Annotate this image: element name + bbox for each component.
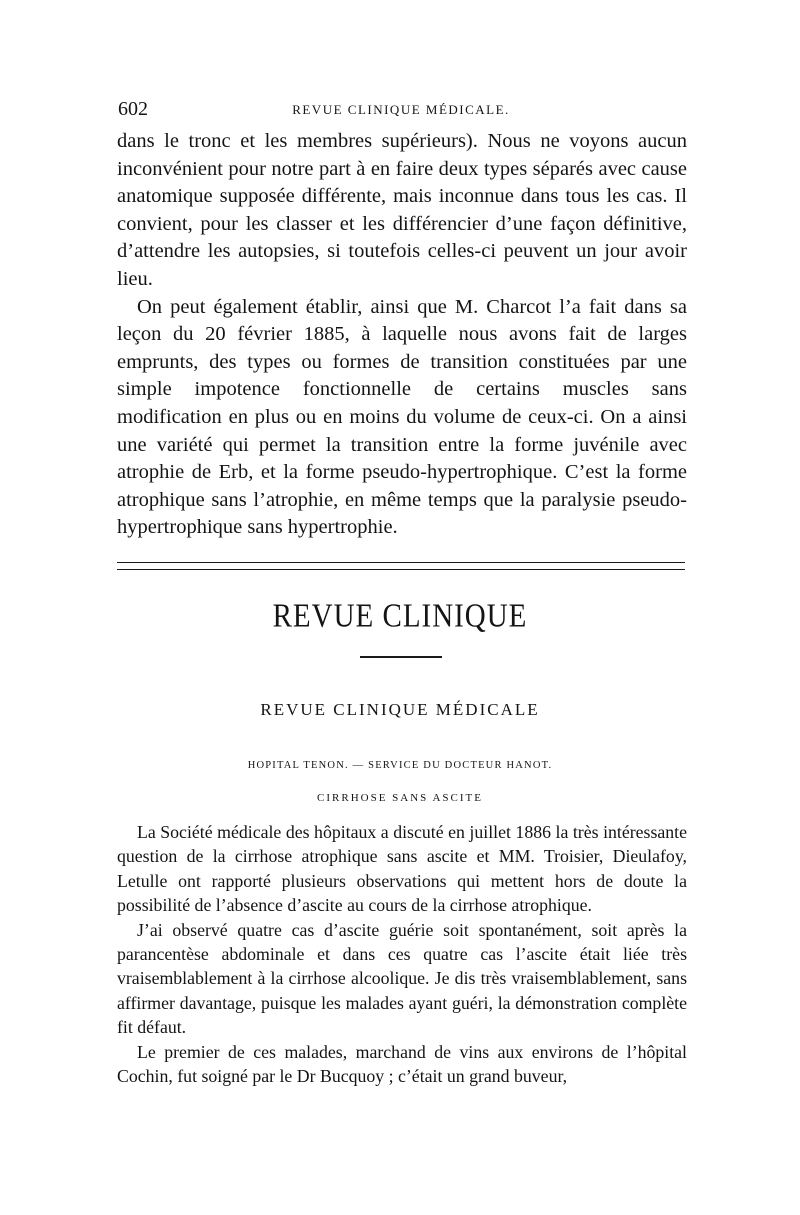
paragraph: La Société médicale des hôpitaux a discuté en juillet 1886 la très intéressante question de la cirrhose atrophique sans ascite et MM. Troisier, Dieulafoy, Letulle ont rapporté plusieurs observations qui mettent hors de doute la possibilité de l’absence d’ascite au cours de la cirrhose atrophique. xyxy=(117,822,687,916)
section-subtitle: REVUE CLINIQUE MÉDICALE xyxy=(260,700,540,719)
paragraph: On peut également établir, ainsi que M. Charcot l’a fait dans sa leçon du 20 février 1885, à laquelle nous avons fait de larges emprunts, des types ou formes de transition constituées par une simple impotence fonctionnelle de certains muscles sans modification en plus ou en moins du volume de ceux-ci. On a ainsi une variété qui permet la transition entre la forme juvénile avec atrophie de Erb, et la forme pseudo-hypertrophique. C’est la forme atrophique sans l’atrophie, en même temps que la paralysie pseudo-hypertrophique sans hypertrophie. xyxy=(117,295,687,539)
paragraph: J’ai observé quatre cas d’ascite guérie soit spontanément, soit après la parancentèse abdominale et dans ces quatre cas l’ascite était liée très vraisemblablement à la cirrhose alcoolique. Je dis très vraisemblablement, sans affirmer davantage, puisque les malades ayant guéri, la démonstration complète fit défaut. xyxy=(117,919,687,1038)
page-header xyxy=(118,98,684,122)
title-rule xyxy=(360,656,442,658)
section-title: REVUE CLINIQUE xyxy=(272,597,528,635)
hospital-service-line: HOPITAL TENON. — SERVICE DU DOCTEUR HANOT. xyxy=(247,760,553,771)
page-number: 602 xyxy=(118,98,148,120)
section-divider xyxy=(117,562,685,570)
paragraph: dans le tronc et les membres supérieurs). Nous ne voyons aucun inconvénient pour notre part à en faire deux types séparés avec cause anatomique supposée différente, mais inconnue dans tous les cas. Il convient, pour les classer et les différencier d’une façon définitive, d’attendre les autopsies, si toutefois celles-ci peuvent un jour avoir lieu. xyxy=(117,130,687,290)
running-title: REVUE CLINIQUE MÉDICALE. xyxy=(292,102,510,117)
text-block-case-report xyxy=(117,820,687,1088)
text-block-previous-article xyxy=(117,128,687,542)
case-title: CIRRHOSE SANS ASCITE xyxy=(317,792,483,804)
paragraph: Le premier de ces malades, marchand de vins aux environs de l’hôpital Cochin, fut soigné par le Dr Bucquoy ; c’était un grand buveur, xyxy=(117,1041,687,1087)
